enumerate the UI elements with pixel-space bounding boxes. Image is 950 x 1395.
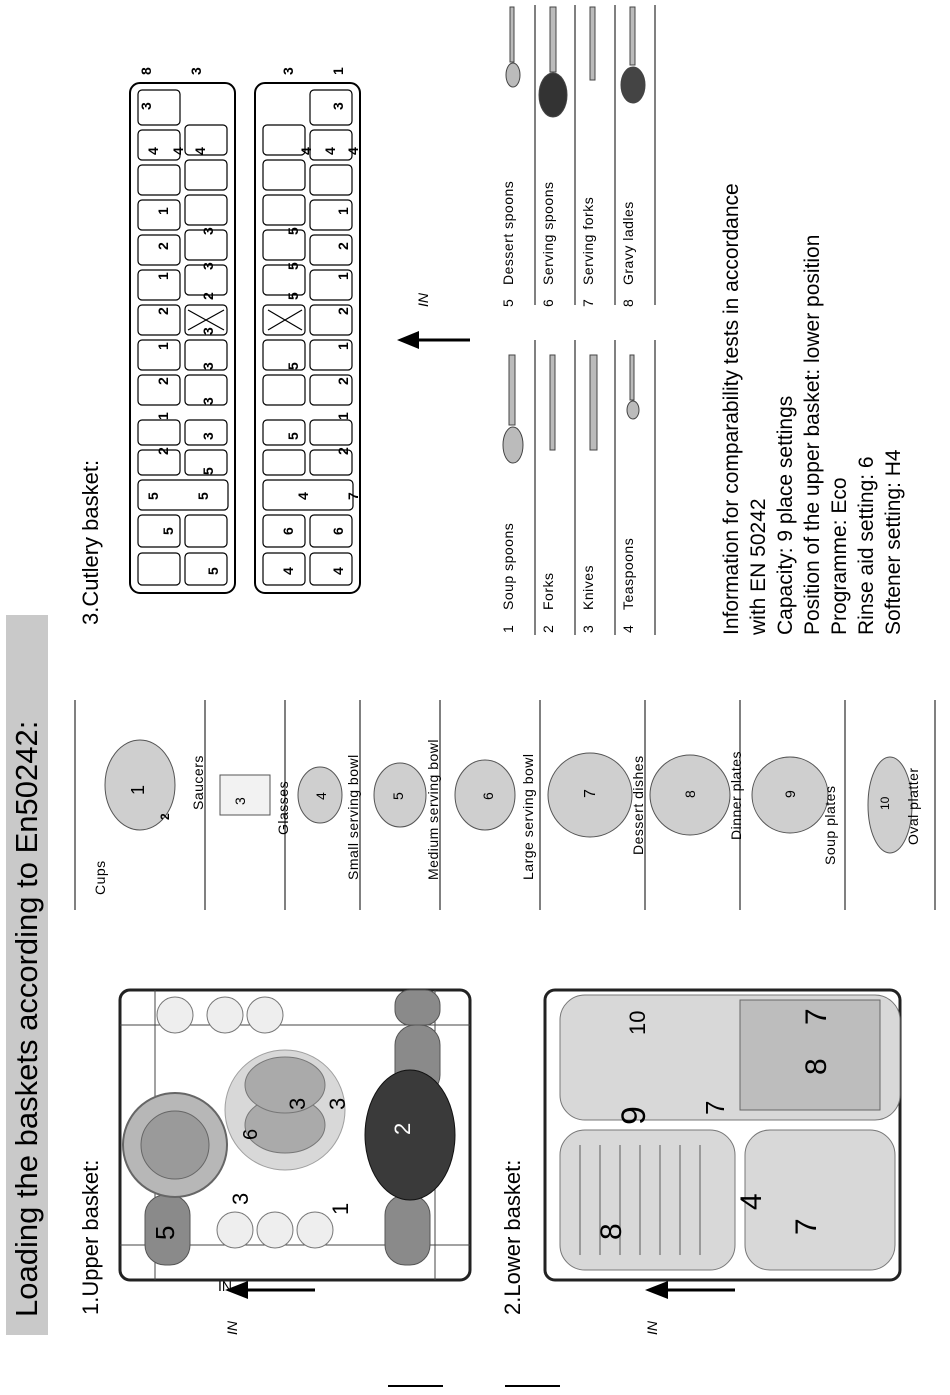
cut-legend-num-7: 7 (580, 298, 596, 307)
cut-l-1d: 1 (155, 412, 171, 420)
lower-num-8b: 8 (800, 1058, 833, 1075)
cut-legend-forks: Forks (540, 572, 556, 610)
in-label-cutlery: IN (415, 293, 431, 307)
upper-basket-heading: 1.Upper basket: (78, 1159, 103, 1315)
cut-l2-3e: 3 (200, 397, 216, 405)
cut-l-4c: 4 (192, 147, 208, 155)
info-line-3: Capacity: 9 place settings (774, 395, 797, 635)
cut-l-5a: 5 (145, 492, 161, 500)
cut-l-1b: 1 (155, 272, 171, 280)
dish-num-7: 7 (582, 789, 599, 798)
info-line-1: Information for comparability tests in accordance (720, 183, 743, 635)
cut-r-2a: 2 (335, 242, 351, 250)
upper-num-3c: 3 (228, 1192, 253, 1205)
dish-num-8: 8 (682, 790, 698, 798)
dish-label-dessert: Dessert dishes (630, 755, 646, 855)
upper-num-3a: 3 (285, 1097, 310, 1110)
cut-r-1a: 1 (330, 67, 346, 75)
dish-num-10: 10 (878, 796, 892, 810)
cut-legend-num-8: 8 (620, 298, 636, 307)
in-arrow-cutlery (395, 305, 475, 375)
cut-r-3b: 3 (330, 102, 346, 110)
cut-legend-num-3: 3 (580, 624, 596, 633)
footer-mark-right (505, 1385, 560, 1387)
dish-num-9: 9 (782, 790, 798, 798)
cut-l-8: 8 (138, 67, 154, 75)
cut-l-4a: 4 (145, 147, 161, 155)
cut-legend-num-6: 6 (540, 298, 556, 307)
cut-l-2c: 2 (155, 377, 171, 385)
cut-legend-gravy-ladles: Gravy ladles (620, 201, 636, 285)
cut-legend-teaspoons: Teaspoons (620, 537, 636, 610)
dish-label-saucers: Saucers (190, 755, 206, 810)
cut-l-1c: 1 (155, 342, 171, 350)
dish-label-glasses: Glasses (275, 780, 291, 835)
cut-legend-num-1: 1 (500, 624, 516, 633)
dish-label-oval: Oval platter (905, 767, 921, 845)
lower-num-9: 9 (615, 1106, 653, 1125)
cut-r-2b: 2 (335, 307, 351, 315)
cut-l-4b: 4 (170, 147, 186, 155)
cut-l-3a: 3 (188, 67, 204, 75)
cut-r-2d: 2 (335, 447, 351, 455)
cut-legend-num-2: 2 (540, 624, 556, 633)
cut-l-1a: 1 (155, 207, 171, 215)
cut-r2-5b: 5 (285, 262, 301, 270)
cut-r2-5a: 5 (285, 227, 301, 235)
cut-l-2d: 2 (155, 447, 171, 455)
upper-num-5: 5 (150, 1225, 180, 1240)
in-label-upper-text: IN (224, 1321, 240, 1335)
cut-r-4b: 4 (322, 147, 338, 155)
info-line-6: Rinse aid setting: 6 (855, 456, 878, 635)
cut-l2-3d: 3 (200, 362, 216, 370)
cut-legend-soup-spoons: Soup spoons (500, 522, 516, 610)
cut-l-5b: 5 (195, 492, 211, 500)
dish-label-medium-bowl: Medium serving bowl (425, 739, 441, 880)
cut-r2-4b: 4 (280, 567, 296, 575)
dish-label-dinner: Dinner plates (728, 751, 744, 840)
dish-label-small-bowl: Small serving bowl (345, 754, 361, 880)
cut-legend-serving-forks: Serving forks (580, 196, 596, 285)
dish-num-3: 3 (232, 797, 248, 805)
info-line-2: with EN 50242 (747, 498, 770, 635)
cut-l2-5: 5 (200, 467, 216, 475)
cut-r-1c: 1 (335, 272, 351, 280)
lower-basket-illustration (540, 985, 910, 1285)
info-line-7: Softener setting: H4 (882, 449, 905, 635)
cut-l2-3c: 3 (200, 327, 216, 335)
cut-r-1b: 1 (335, 207, 351, 215)
info-line-5: Programme: Eco (828, 477, 851, 635)
lower-num-10: 10 (625, 1010, 650, 1035)
cut-r-7: 7 (345, 492, 361, 500)
cut-l-2a: 2 (155, 242, 171, 250)
info-line-4: Position of the upper basket: lower position (801, 234, 824, 635)
lower-num-7b: 7 (700, 1100, 730, 1115)
dish-num-4: 4 (313, 792, 329, 800)
upper-num-6: 6 (240, 1128, 262, 1140)
cutlery-basket-heading: 3.Cutlery basket: (78, 459, 103, 625)
cut-r2-5e: 5 (285, 432, 301, 440)
upper-basket-illustration (115, 985, 475, 1285)
lower-num-7c: 7 (800, 1008, 833, 1025)
cut-l-3b: 3 (138, 102, 154, 110)
dish-label-large-bowl: Large serving bowl (520, 753, 536, 880)
cut-legend-knives: Knives (580, 564, 596, 610)
cut-r-2c: 2 (335, 377, 351, 385)
cut-legend-num-4: 4 (620, 624, 636, 633)
cut-l-5d: 5 (205, 567, 221, 575)
cut-l2-3a: 3 (200, 227, 216, 235)
dish-num-6: 6 (480, 792, 496, 800)
footer-mark-left (388, 1385, 443, 1387)
lower-num-8a: 8 (595, 1223, 628, 1240)
lower-num-4: 4 (735, 1193, 768, 1210)
cut-l-2b: 2 (155, 307, 171, 315)
in-label-upper: IN (218, 1278, 232, 1294)
cut-r2-4a: 4 (295, 492, 311, 500)
lower-basket-heading: 2.Lower basket: (500, 1159, 525, 1315)
lower-num-7a: 7 (790, 1218, 823, 1235)
cut-l-5c: 5 (160, 527, 176, 535)
cut-legend-dessert-spoons: Dessert spoons (500, 180, 516, 285)
cut-legend-num-5: 5 (500, 298, 516, 307)
cut-r2-5d: 5 (285, 362, 301, 370)
cut-r2-5c: 5 (285, 292, 301, 300)
cut-r-4c: 4 (345, 147, 361, 155)
page-title: Loading the baskets according to En50242: (9, 720, 44, 1317)
cutlery-legend-lines (495, 0, 665, 640)
cut-r-3a: 3 (280, 67, 296, 75)
dish-label-cups: Cups (92, 860, 108, 895)
dish-num-1: 1 (128, 784, 148, 795)
upper-num-3b: 3 (325, 1097, 350, 1110)
cut-r-4d: 4 (330, 567, 346, 575)
in-label-lower-text: IN (644, 1321, 660, 1335)
dish-label-soup: Soup plates (822, 785, 838, 865)
cut-l2-2: 2 (200, 292, 216, 300)
cut-r-6: 6 (330, 527, 346, 535)
cut-r-1e: 1 (335, 412, 351, 420)
upper-num-1: 1 (328, 1202, 353, 1215)
cut-r-1d: 1 (335, 342, 351, 350)
upper-num-2: 2 (390, 1122, 415, 1135)
cut-legend-serving-spoons: Serving spoons (540, 181, 556, 285)
dish-num-2: 2 (158, 813, 172, 820)
cut-r2-6: 6 (280, 527, 296, 535)
cut-r-4a: 4 (298, 147, 314, 155)
dish-num-5: 5 (390, 792, 406, 800)
cut-l2-3f: 3 (200, 432, 216, 440)
cut-l2-3b: 3 (200, 262, 216, 270)
